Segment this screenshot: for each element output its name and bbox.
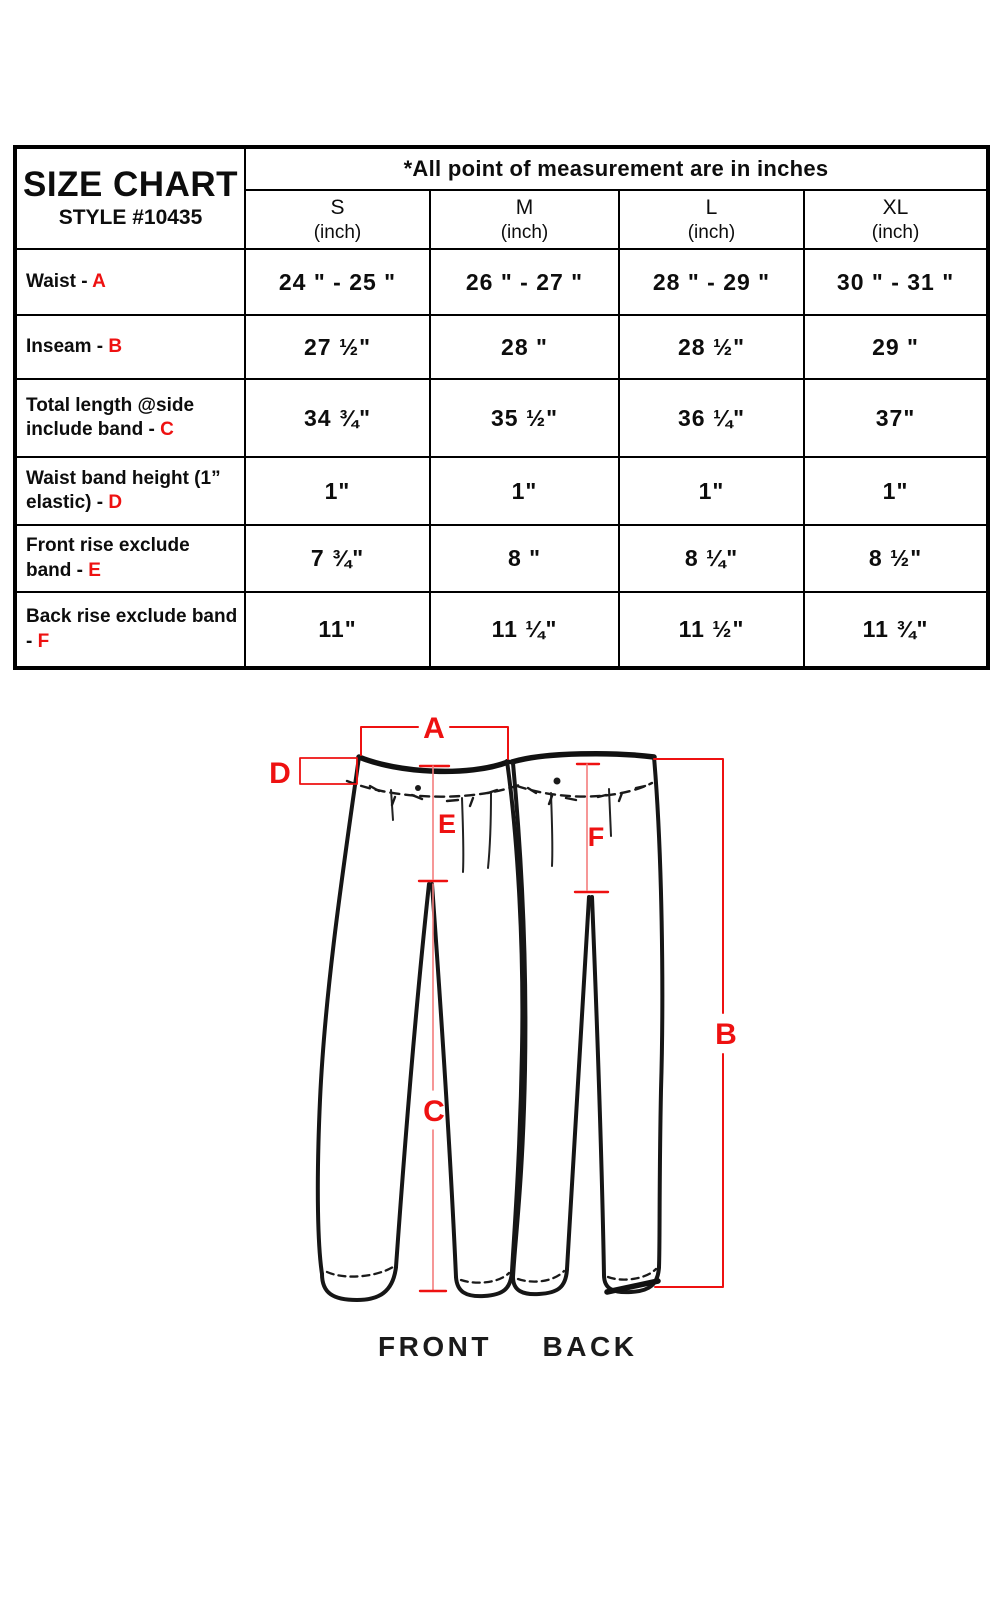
size-name: L xyxy=(705,195,718,219)
measurement-annotations xyxy=(269,712,737,1291)
measurement-note: *All point of measurement are in inches xyxy=(245,147,988,190)
diagram-label-c: C xyxy=(423,1095,445,1128)
front-crease-center xyxy=(462,798,463,872)
front-left-seam xyxy=(318,757,359,1274)
front-right-hem-stitch xyxy=(461,1273,509,1283)
size-unit: (inch) xyxy=(687,221,736,243)
measure-line-b xyxy=(654,759,723,1287)
measure-letter-c: C xyxy=(160,419,174,440)
row-label-text: Inseam - xyxy=(26,335,109,357)
table-cell-value: 1" xyxy=(619,457,804,525)
diagram-label-d: D xyxy=(269,757,291,790)
table-cell-value: 8 ½" xyxy=(804,525,988,592)
measure-letter-d: D xyxy=(108,492,123,513)
back-left-leg-hem xyxy=(513,1269,567,1294)
back-left-hem-stitch xyxy=(518,1271,564,1282)
measure-letter-e: E xyxy=(88,559,101,581)
size-unit: (inch) xyxy=(313,221,362,243)
table-cell-value: 11 ¼" xyxy=(430,592,619,668)
back-right-seam xyxy=(654,757,662,1267)
front-left-inseam xyxy=(396,884,429,1267)
size-unit: (inch) xyxy=(871,221,920,243)
front-right-leg-hem xyxy=(456,1271,512,1296)
diagram-label-b: B xyxy=(715,1018,737,1051)
front-left-hem-stitch xyxy=(327,1267,393,1277)
back-right-hem-stitch xyxy=(608,1269,656,1280)
diagram-label-e: E xyxy=(437,809,457,839)
front-caption: FRONT xyxy=(378,1331,492,1362)
table-cell-value: 11" xyxy=(245,592,430,668)
back-crease-right xyxy=(609,789,611,836)
table-cell-value: 11 ½" xyxy=(619,592,804,668)
row-label-text: Front rise exclude band - xyxy=(26,535,190,581)
table-cell-value: 26 " - 27 " xyxy=(430,249,619,315)
front-left-leg-hem xyxy=(322,1267,396,1300)
table-cell-value: 36 ¼" xyxy=(619,379,804,457)
back-gather-dot xyxy=(554,778,561,785)
back-right-inseam xyxy=(592,897,604,1275)
table-cell-value: 24 " - 25 " xyxy=(245,249,430,315)
measure-letter-b: B xyxy=(108,335,123,357)
back-crease-left xyxy=(551,793,552,866)
size-unit: (inch) xyxy=(500,221,549,243)
table-cell-value: 37" xyxy=(804,379,988,457)
size-name: M xyxy=(515,195,534,219)
page-title: SIZE CHART xyxy=(23,164,238,204)
front-gather-dot xyxy=(415,785,421,791)
table-cell-value: 28 " xyxy=(430,315,619,379)
front-crease-right xyxy=(488,793,491,868)
row-label-text: Waist band height (1” elastic) - xyxy=(26,467,221,513)
back-caption: BACK xyxy=(542,1331,638,1362)
style-number: STYLE #10435 xyxy=(58,206,203,230)
row-label-text: Total length @side include band - xyxy=(26,394,195,440)
row-label-text: Back rise exclude band - xyxy=(26,606,238,652)
table-cell-value: 29 " xyxy=(804,315,988,379)
diagram-label-a: A xyxy=(423,712,445,745)
size-name: S xyxy=(330,195,345,219)
table-cell-value: 8 " xyxy=(430,525,619,592)
table-cell-value: 34 ¾" xyxy=(245,379,430,457)
table-cell-value: 30 " - 31 " xyxy=(804,249,988,315)
size-name: XL xyxy=(882,195,909,219)
table-cell-value: 8 ¼" xyxy=(619,525,804,592)
table-cell-value: 28 " - 29 " xyxy=(619,249,804,315)
diagram-label-f: F xyxy=(587,822,605,852)
measure-letter-a: A xyxy=(92,270,106,292)
front-right-inseam xyxy=(432,884,456,1277)
back-waistband-stitch xyxy=(517,783,652,797)
table-cell-value: 27 ½" xyxy=(245,315,430,379)
row-label-text: Waist - xyxy=(26,270,93,292)
pants-front-sketch xyxy=(318,757,523,1300)
table-cell-value: 11 ¾" xyxy=(804,592,988,668)
table-cell-value: 7 ¾" xyxy=(245,525,430,592)
table-cell-value: 35 ½" xyxy=(430,379,619,457)
table-cell-value: 1" xyxy=(430,457,619,525)
measure-letter-f: F xyxy=(37,630,50,652)
table-cell-value: 1" xyxy=(245,457,430,525)
measure-box-d xyxy=(300,758,357,784)
table-cell-value: 1" xyxy=(804,457,988,525)
back-waist-top-edge xyxy=(512,754,654,762)
table-cell-value: 28 ½" xyxy=(619,315,804,379)
back-left-inseam xyxy=(567,897,589,1269)
